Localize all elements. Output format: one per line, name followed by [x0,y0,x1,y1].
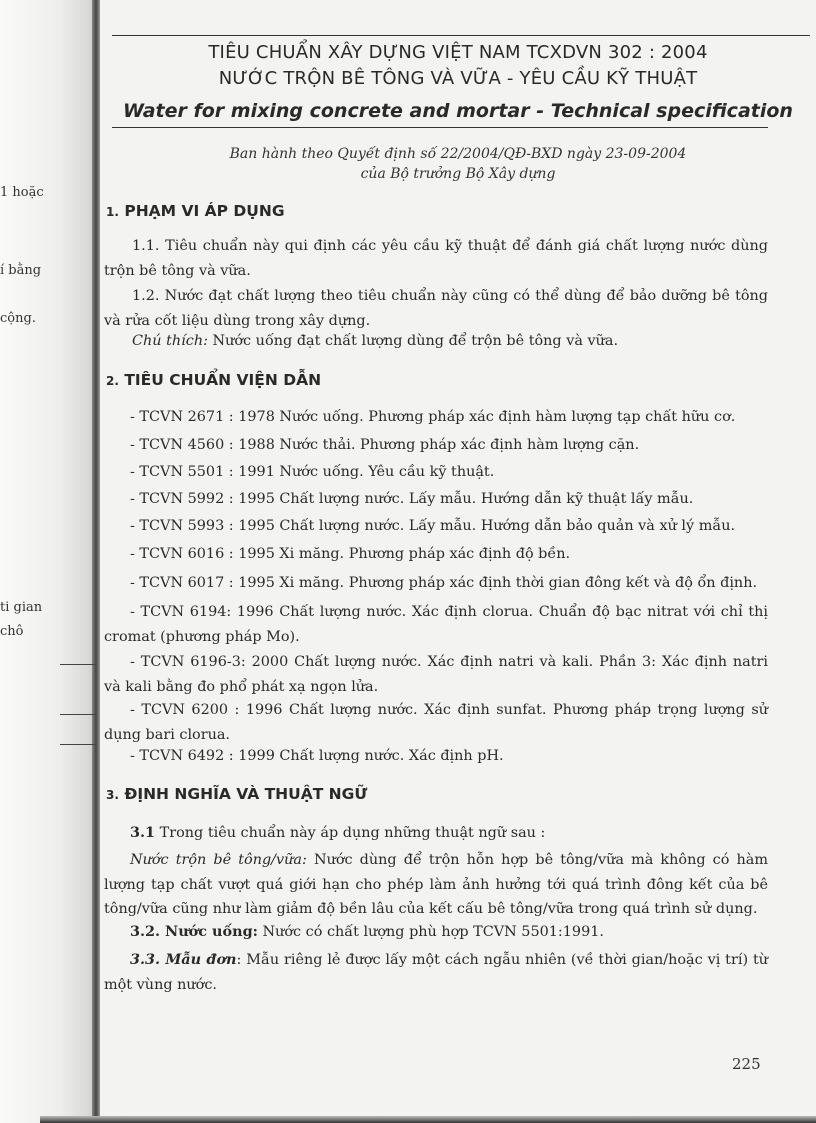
reference-item: - TCVN 5993 : 1995 Chất lượng nước. Lấy mẫu. Hướng dẫn bảo quản và xử lý mẫu. [130,518,736,534]
margin-fragment: ti gian [0,600,43,615]
section-number: 3. [106,788,119,802]
reference-item: - TCVN 5501 : 1991 Nước uống. Yêu cầu kỹ thuật. [130,464,495,480]
paragraph-3-1 [130,824,545,841]
section-number: 2. [106,374,119,388]
reference-item: - TCVN 6200 : 1996 Chất lượng nước. Xác định sunfat. Phương pháp trọng lượng sử dụng bari clorua. [104,702,768,743]
margin-rule [60,714,96,715]
margin-rule [60,744,96,745]
standard-title: TIÊU CHUẨN XÂY DỰNG VIỆT NAM TCXDVN 302 : 2004 [208,42,708,63]
clause-text: Trong tiêu chuẩn này áp dụng những thuật ngữ sau : [155,825,546,841]
definition-paragraph [104,848,768,922]
margin-fragment: í bằng [0,263,42,278]
clause-label: 3.2. Nước uống: [130,923,258,940]
definition-text: Nước dùng để trộn hỗn hợp bê tông/vữa mà không có hàm lượng tạp chất vượt quá giới hạn cho phép làm ảnh hưởng tới quá trình đông kết của bê tông/vữa cũng như làm giảm độ bền lâu của kết cấu bê tông/vữa trong quá trình sử dụng. [104,852,768,917]
reference-item: - TCVN 6492 : 1999 Chất lượng nước. Xác định pH. [130,748,504,764]
section-title: PHẠM VI ÁP DỤNG [124,202,285,220]
reference-item: - TCVN 6194: 1996 Chất lượng nước. Xác định clorua. Chuẩn độ bạc nitrat với chỉ thị cromat (phương pháp Mo). [104,604,768,645]
clause-text: Nước có chất lượng phù hợp TCVN 5501:1991. [257,924,604,940]
document-page [100,0,816,1123]
section-heading-2 [106,371,321,389]
book-spine-shadow [92,0,100,1123]
paragraph-3-2 [130,923,604,940]
note-label: Chú thích: [132,333,208,349]
note-text: Nước uống đạt chất lượng dùng để trộn bê tông và vữa. [207,333,619,349]
decree-line-1: Ban hành theo Quyết định số 22/2004/QĐ-BXD ngày 23-09-2004 [229,146,687,162]
decree-line-2: của Bộ trưởng Bộ Xây dựng [360,166,556,182]
english-title: Water for mixing concrete and mortar - Technical specification [123,100,793,122]
clause-text: : Mẫu riêng lẻ được lấy một cách ngẫu nhiên (về thời gian/hoặc vị trí) từ một vùng nước. [104,952,768,993]
paragraph-1-2: 1.2. Nước đạt chất lượng theo tiêu chuẩn này cũng có thể dùng để bảo dưỡng bê tông và rửa cốt liệu dùng trong xây dựng. [104,288,768,329]
paragraph-3-3 [104,948,768,997]
note-line [132,333,618,349]
page-number: 225 [732,1055,761,1073]
header-rule-top [112,35,810,36]
margin-fragment: 1 hoặc [0,185,44,200]
clause-label: 3.1 [130,824,156,841]
header-rule-bottom [112,127,768,128]
page-bottom-shadow [40,1116,816,1123]
section-heading-3 [106,785,367,803]
reference-item: - TCVN 4560 : 1988 Nước thải. Phương pháp xác định hàm lượng cặn. [130,437,640,453]
clause-label: 3.3. Mẫu đơn [130,951,237,968]
paragraph-1-1: 1.1. Tiêu chuẩn này qui định các yêu cầu kỹ thuật để đánh giá chất lượng nước dùng trộn bê tông và vữa. [104,238,768,279]
margin-fragment: cộng. [0,311,36,326]
section-number: 1. [106,205,119,219]
reference-item: - TCVN 6196-3: 2000 Chất lượng nước. Xác định natri và kali. Phần 3: Xác định natri và kali bằng đo phổ phát xạ ngọn lửa. [104,654,768,695]
section-title: TIÊU CHUẨN VIỆN DẪN [124,371,322,389]
margin-rule [60,664,96,665]
binding-gutter [0,0,100,1123]
reference-item: - TCVN 5992 : 1995 Chất lượng nước. Lấy mẫu. Hướng dẫn kỹ thuật lấy mẫu. [130,491,694,507]
definition-term: Nước trộn bê tông/vữa: [130,852,307,868]
standard-subtitle: NƯỚC TRỘN BÊ TÔNG VÀ VỮA - YÊU CẦU KỸ THUẬT [218,68,698,89]
section-title: ĐỊNH NGHĨA VÀ THUẬT NGỮ [124,785,368,803]
margin-fragment: chô [0,624,24,639]
reference-item: - TCVN 2671 : 1978 Nước uống. Phương pháp xác định hàm lượng tạp chất hữu cơ. [130,409,736,425]
section-heading-1 [106,202,285,220]
reference-item: - TCVN 6016 : 1995 Xi măng. Phương pháp xác định độ bền. [130,546,571,562]
reference-item: - TCVN 6017 : 1995 Xi măng. Phương pháp xác định thời gian đông kết và độ ổn định. [130,575,758,591]
